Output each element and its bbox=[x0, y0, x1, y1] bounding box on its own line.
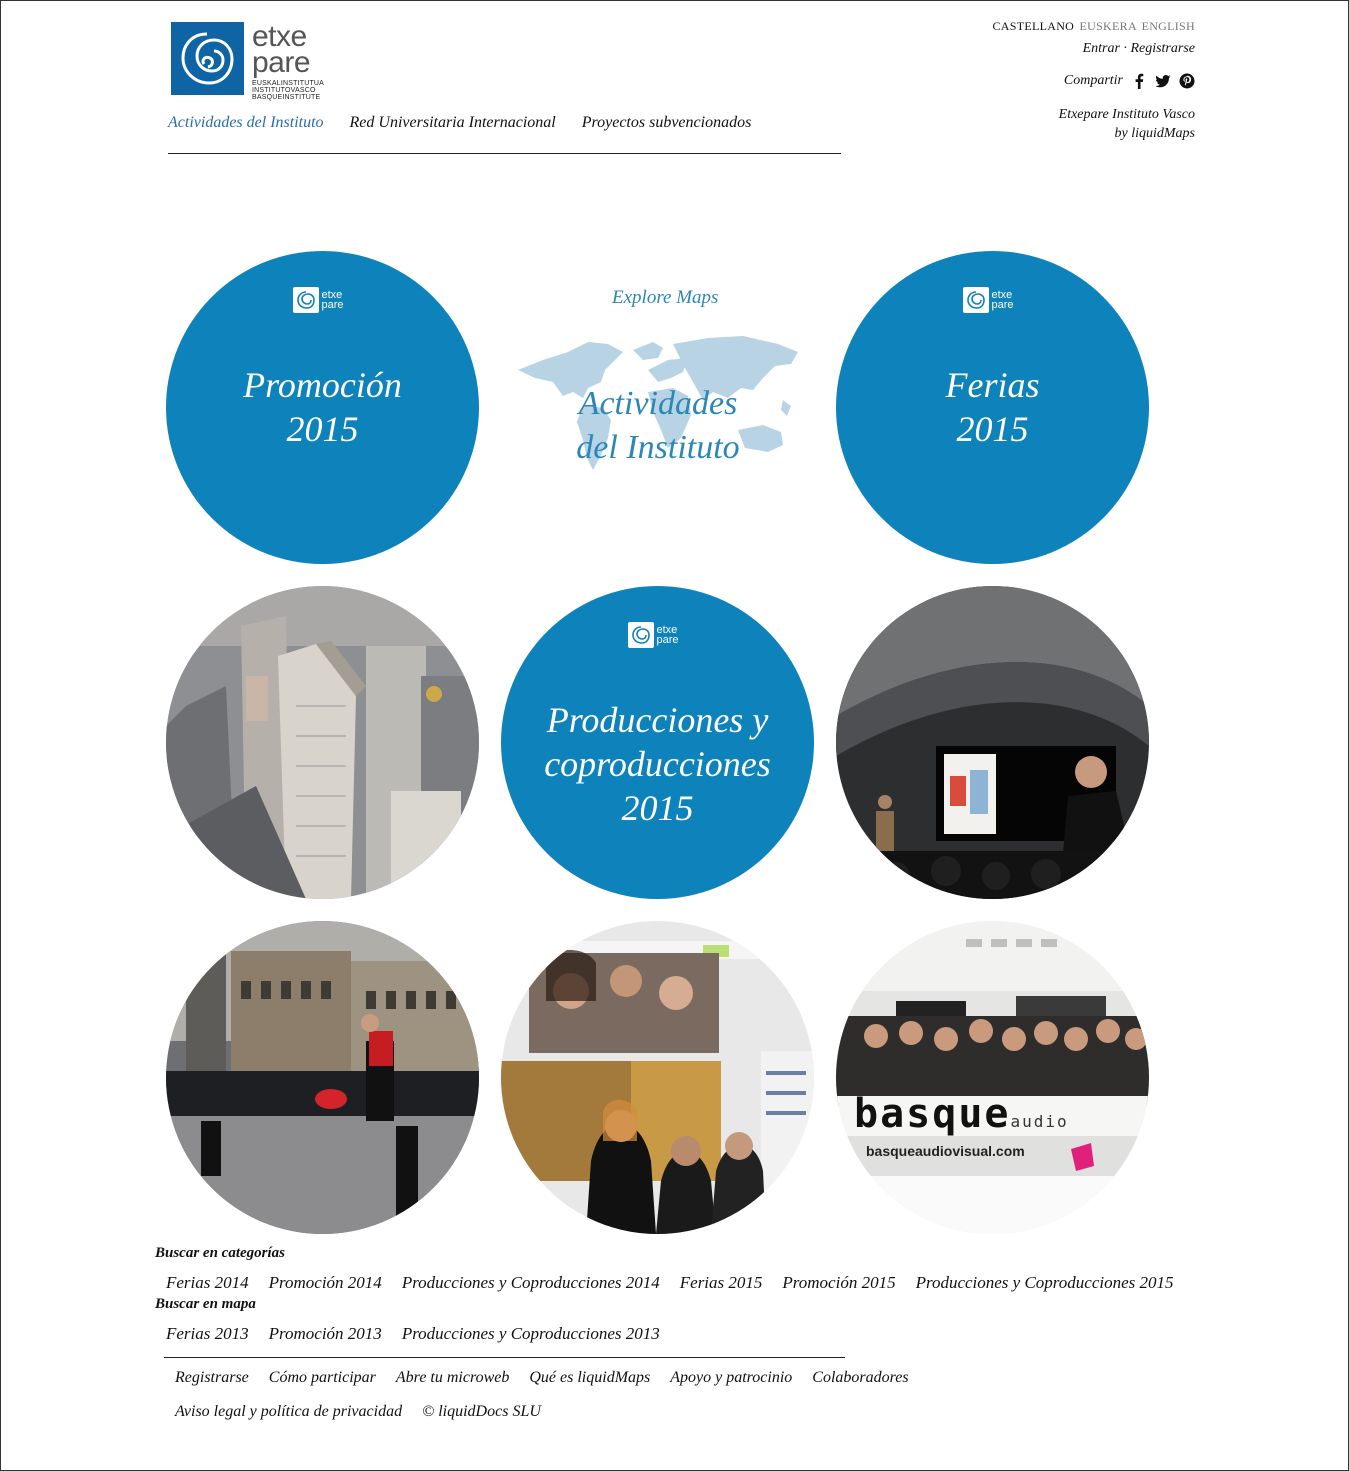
map-producciones-2013[interactable]: Producciones y Coproducciones 2013 bbox=[401, 1324, 660, 1343]
explore-maps-label[interactable]: Explore Maps bbox=[612, 287, 719, 308]
mini-spiral-icon bbox=[963, 287, 989, 313]
categories-list bbox=[166, 1273, 1174, 1293]
category-ferias-2014[interactable]: Ferias 2014 bbox=[166, 1273, 249, 1292]
footer-como-participar[interactable]: Cómo participar bbox=[268, 1369, 376, 1386]
map-list bbox=[166, 1324, 660, 1344]
producciones-title bbox=[501, 698, 814, 830]
register-link[interactable]: Registrarse bbox=[1130, 41, 1195, 56]
promocion-line1: Promoción bbox=[243, 365, 402, 405]
footer-copyright: © liquidDocs SLU bbox=[422, 1403, 541, 1420]
mini-logo-text bbox=[657, 625, 679, 645]
photo-conference-circle[interactable] bbox=[836, 586, 1149, 899]
footer-legal bbox=[175, 1403, 541, 1421]
footer-colaboradores[interactable]: Colaboradores bbox=[812, 1369, 909, 1386]
mini-spiral-icon bbox=[628, 622, 654, 648]
brand-basque: basque bbox=[854, 1091, 1011, 1137]
footer-que-es-liquidmaps[interactable]: Qué es liquidMaps bbox=[529, 1369, 651, 1386]
mini-logo-word2: pare bbox=[321, 299, 344, 311]
mini-logo bbox=[293, 285, 353, 315]
footer-abre-microweb[interactable]: Abre tu microweb bbox=[395, 1369, 510, 1386]
footer-registrarse[interactable]: Registrarse bbox=[175, 1369, 249, 1386]
logo-word1: etxe bbox=[252, 20, 307, 53]
owner-line2: by liquidMaps bbox=[1114, 126, 1195, 141]
actividades-line2: del Instituto bbox=[576, 429, 740, 466]
mini-logo-word1: etxe bbox=[991, 289, 1013, 301]
producciones-line1: Producciones y bbox=[546, 700, 769, 740]
producciones-line3: 2015 bbox=[621, 788, 694, 828]
lang-english[interactable]: ENGLISH bbox=[1141, 19, 1195, 33]
mini-logo-text bbox=[992, 290, 1014, 310]
facebook-icon[interactable] bbox=[1131, 73, 1147, 89]
category-ferias-2015[interactable]: Ferias 2015 bbox=[679, 1273, 763, 1292]
producciones-line2: coproducciones bbox=[544, 744, 771, 784]
share-bar bbox=[1064, 73, 1195, 89]
producciones-2015-circle[interactable] bbox=[501, 586, 814, 899]
footer-aviso-legal[interactable]: Aviso legal y política de privacidad bbox=[175, 1403, 403, 1420]
photo-brussels-dance-circle[interactable] bbox=[166, 921, 479, 1234]
photo-screen-group-circle[interactable] bbox=[501, 921, 814, 1234]
lang-castellano[interactable]: CASTELLANO bbox=[992, 19, 1075, 33]
category-promocion-2015[interactable]: Promoción 2015 bbox=[782, 1273, 896, 1292]
map-ferias-2013[interactable]: Ferias 2013 bbox=[166, 1324, 249, 1343]
auth-links bbox=[1083, 41, 1195, 57]
promocion-2015-circle[interactable] bbox=[166, 251, 479, 564]
mini-logo-word1: etxe bbox=[656, 624, 678, 636]
footer-links bbox=[175, 1369, 909, 1387]
language-switcher bbox=[990, 19, 1195, 34]
share-label: Compartir bbox=[1063, 73, 1123, 88]
etxepare-logo[interactable] bbox=[171, 20, 326, 101]
logo-word2: pare bbox=[252, 46, 311, 79]
logo-sub3: BASQUEINSTITUTE bbox=[252, 94, 321, 101]
promocion-title bbox=[166, 363, 479, 451]
footer-divider bbox=[164, 1357, 845, 1358]
photo-basque-audiovisual-circle[interactable] bbox=[836, 921, 1149, 1234]
map-promocion-2013[interactable]: Promoción 2013 bbox=[268, 1324, 382, 1343]
main-nav bbox=[168, 114, 841, 154]
login-link[interactable]: Entrar bbox=[1082, 41, 1120, 56]
mini-logo bbox=[963, 285, 1023, 315]
nav-item-red-universitaria[interactable]: Red Universitaria Internacional bbox=[349, 114, 556, 131]
logo-sub1: EUSKALINSTITUTUA bbox=[252, 80, 325, 87]
categories-heading: Buscar en categorías bbox=[155, 1245, 286, 1261]
actividades-line1: Actividades bbox=[578, 385, 738, 422]
basque-audio-brand bbox=[854, 1091, 1069, 1137]
mini-logo-word1: etxe bbox=[321, 289, 343, 301]
basque-audio-url: basqueaudiovisual.com bbox=[866, 1143, 1025, 1159]
category-promocion-2014[interactable]: Promoción 2014 bbox=[268, 1273, 382, 1292]
twitter-icon[interactable] bbox=[1155, 73, 1171, 89]
pinterest-icon[interactable] bbox=[1179, 73, 1195, 89]
footer-apoyo-patrocinio[interactable]: Apoyo y patrocinio bbox=[670, 1369, 793, 1386]
ferias-line2: 2015 bbox=[956, 409, 1029, 449]
category-producciones-2015[interactable]: Producciones y Coproducciones 2015 bbox=[915, 1273, 1174, 1292]
auth-separator: · bbox=[1123, 41, 1127, 56]
mini-logo-word2: pare bbox=[991, 299, 1014, 311]
logo-sub2: INSTITUTOVASCO bbox=[252, 87, 316, 94]
actividades-map-title[interactable] bbox=[513, 382, 803, 470]
mini-logo-text bbox=[322, 290, 344, 310]
ferias-title bbox=[836, 363, 1149, 451]
map-heading: Buscar en mapa bbox=[155, 1296, 256, 1312]
photo-new-york-circle[interactable] bbox=[166, 586, 479, 899]
ferias-2015-circle[interactable] bbox=[836, 251, 1149, 564]
mini-logo bbox=[628, 620, 688, 650]
site-owner[interactable] bbox=[1059, 105, 1195, 143]
category-producciones-2014[interactable]: Producciones y Coproducciones 2014 bbox=[401, 1273, 660, 1292]
logo-wordmark bbox=[252, 22, 324, 101]
nav-item-actividades[interactable]: Actividades del Instituto bbox=[168, 114, 324, 131]
owner-line1: Etxepare Instituto Vasco bbox=[1058, 107, 1195, 122]
mini-spiral-icon bbox=[293, 287, 319, 313]
lang-euskera[interactable]: EUSKERA bbox=[1079, 19, 1137, 33]
ferias-line1: Ferias bbox=[945, 365, 1040, 405]
mini-logo-word2: pare bbox=[656, 634, 679, 646]
nav-item-proyectos[interactable]: Proyectos subvencionados bbox=[581, 114, 752, 131]
brand-audio: audio bbox=[1010, 1112, 1069, 1131]
promocion-line2: 2015 bbox=[286, 409, 359, 449]
logo-spiral-icon bbox=[171, 22, 244, 95]
